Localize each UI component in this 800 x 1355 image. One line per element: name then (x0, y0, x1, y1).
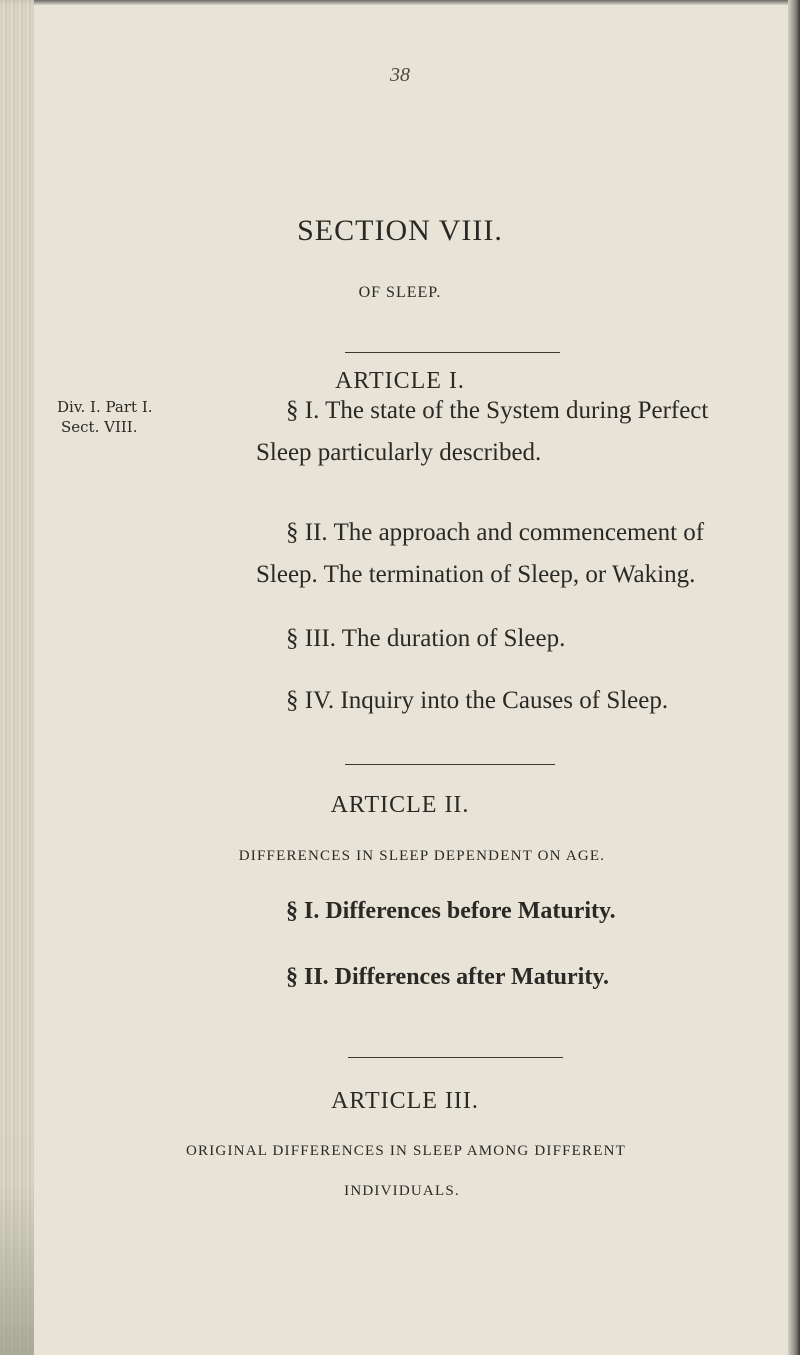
article-2-entry-1 (286, 890, 800, 932)
article-1-heading: ARTICLE I. (335, 368, 465, 394)
article-3-subheading-line-1: ORIGINAL DIFFERENCES IN SLEEP AMONG DIFFERENT (186, 1143, 626, 1159)
article-1-entry-4 (286, 680, 800, 722)
article-1-entry-1 (256, 390, 800, 474)
divider-rule (345, 764, 555, 765)
article-3-subheading-line-2: INDIVIDUALS. (344, 1183, 460, 1199)
entry-line: § I. Differences before Maturity. (286, 898, 616, 924)
section-title: SECTION VIII. (297, 214, 503, 247)
article-2-subheading: DIFFERENCES IN SLEEP DEPENDENT ON AGE. (238, 848, 606, 864)
article-1-entry-3 (286, 618, 800, 660)
article-2-heading: ARTICLE II. (330, 792, 470, 818)
page-number: 38 (390, 64, 410, 86)
article-3-heading: ARTICLE III. (331, 1088, 479, 1114)
page-top-edge (0, 0, 800, 5)
margin-note-line-2: Sect. VIII. (61, 418, 138, 436)
entry-line-continued: Sleep. The termination of Sleep, or Waking. (256, 561, 696, 588)
entry-line: § II. The approach and commencement of (286, 519, 705, 546)
article-1-entry-2 (256, 512, 800, 596)
entry-line: § III. The duration of Sleep. (286, 625, 566, 652)
entry-line: § II. Differences after Maturity. (286, 964, 610, 990)
margin-note (57, 397, 153, 437)
entry-line-continued: Sleep particularly described. (256, 439, 542, 466)
entry-line: § IV. Inquiry into the Causes of Sleep. (286, 687, 669, 714)
section-subtitle: OF SLEEP. (358, 284, 442, 301)
divider-rule (345, 352, 560, 353)
entry-line: § I. The state of the System during Perfect (286, 397, 709, 424)
divider-rule (348, 1057, 563, 1058)
margin-note-line-1: Div. I. Part I. (57, 398, 153, 416)
article-2-entry-2 (286, 956, 800, 998)
